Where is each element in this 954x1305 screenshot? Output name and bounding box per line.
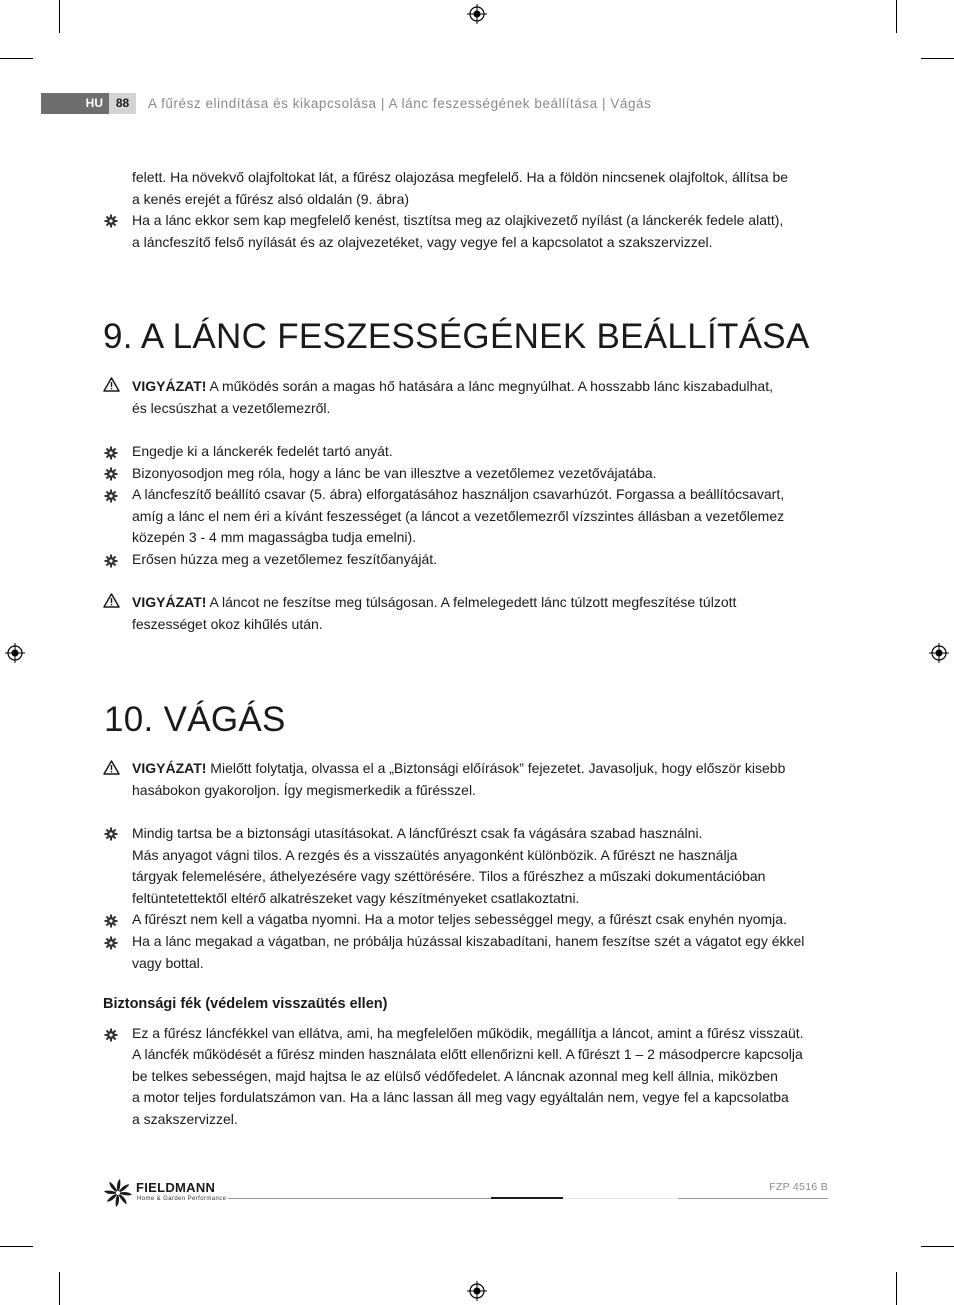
header-language-badge: HU xyxy=(41,93,109,114)
crop-mark xyxy=(921,1246,954,1247)
crop-mark xyxy=(896,1272,897,1305)
fieldmann-fan-logo-icon xyxy=(103,1178,133,1208)
footer-divider-light xyxy=(563,1198,678,1199)
bullet-text-line: A láncfék működését a fűrész minden használata előtt ellenőrizni kell. A fűrészt 1 – 2 másodpercre kapcsolja xyxy=(132,1046,803,1062)
gear-bullet-icon xyxy=(104,489,118,503)
warning-text: A láncot ne feszítse meg túlságosan. A felmelegedett lánc túlzott megfeszítése túlzott xyxy=(206,594,737,610)
header-title: A fűrész elindítása és kikapcsolása | A lánc feszességének beállítása | Vágás xyxy=(148,96,652,111)
gear-bullet-icon xyxy=(104,446,118,460)
gear-bullet-icon xyxy=(104,554,118,568)
bullet-text-line: A láncfeszítő beállító csavar (5. ábra) elforgatásához használjon csavarhúzót. Forgassa a beállítócsavart, xyxy=(132,486,785,502)
gear-bullet-icon xyxy=(104,467,118,481)
section-9-title: 9. A LÁNC FESZESSÉGÉNEK BEÁLLÍTÁSA xyxy=(103,317,810,356)
subheading-safety-brake: Biztonsági fék (védelem visszaütés ellen) xyxy=(103,996,388,1012)
gear-bullet-icon xyxy=(104,936,118,950)
bullet-text-line: Erősen húzza meg a vezetőlemez feszítőanyáját. xyxy=(132,551,438,567)
registration-mark-icon xyxy=(467,4,487,24)
crop-mark xyxy=(0,1246,33,1247)
warning-label: VIGYÁZAT! xyxy=(132,594,207,610)
brand-tagline: Home & Garden Performance xyxy=(137,1196,227,1202)
bullet-text-line: Ez a fűrész láncfékkel van ellátva, ami, ha megfelelően működik, megállítja a láncot, amint a fűrész visszaüt. xyxy=(132,1025,804,1041)
registration-mark-icon xyxy=(467,1281,487,1301)
bullet-text-line: Engedje ki a lánckerék fedelét tartó anyát. xyxy=(132,443,393,459)
model-number: FZP 4516 B xyxy=(769,1181,828,1193)
section-10-title: 10. VÁGÁS xyxy=(104,700,286,739)
registration-mark-icon xyxy=(929,643,949,663)
intro-bullet-line: Ha a lánc ekkor sem kap megfelelő kenést, tisztítsa meg az olajkivezető nyílást (a lánckerék fedele alatt), xyxy=(132,212,784,228)
intro-text-line: felett. Ha növekvő olajfoltokat lát, a fűrész olajozása megfelelő. Ha a földön nincsenek olajfoltok, állítsa be xyxy=(132,169,789,185)
bullet-text-line: Ha a lánc megakad a vágatban, ne próbálja húzással kiszabadítani, hanem feszítse szét a vágatot egy ékkel xyxy=(132,933,805,949)
brand-name: FIELDMANN xyxy=(136,1180,216,1195)
bullet-text-line: tárgyak felemelésére, áthelyezésére vagy széttörésére. Tilos a fűrészhez a műszaki dokumentációban xyxy=(132,868,766,884)
registration-mark-icon xyxy=(5,643,25,663)
crop-mark xyxy=(59,0,60,33)
warning-line: hasábokon gyakoroljon. Így megismerkedik a fűrésszel. xyxy=(132,782,476,798)
intro-bullet-line: a láncfeszítő felső nyílását és az olajvezetéket, vagy vegye fel a kapcsolatot a szakszervizzel. xyxy=(132,234,713,250)
gear-bullet-icon xyxy=(104,827,118,841)
warning-triangle-icon xyxy=(103,760,120,775)
bullet-text-line: Bizonyosodjon meg róla, hogy a lánc be van illesztve a vezetőlemez vezetővájatába. xyxy=(132,465,657,481)
bullet-text-line: Más anyagot vágni tilos. A rezgés és a visszaütés anyagonként különbözik. A fűrészt ne használja xyxy=(132,847,738,863)
crop-mark xyxy=(921,58,954,59)
bullet-text-line: feltüntetettektől eltérő alkatrészeket vagy készítményeket csatlakoztatni. xyxy=(132,890,580,906)
gear-bullet-icon xyxy=(104,1028,118,1042)
warning-label: VIGYÁZAT! xyxy=(132,378,207,394)
warning-line xyxy=(132,758,832,780)
warning-line xyxy=(132,592,832,614)
bullet-text-line: közepén 3 - 4 mm magasságba tudja emelni). xyxy=(132,529,417,545)
warning-triangle-icon xyxy=(103,593,120,608)
gear-bullet-icon xyxy=(104,914,118,928)
crop-mark xyxy=(0,58,33,59)
warning-line xyxy=(132,376,832,398)
header-page-number: 88 xyxy=(109,93,136,114)
bullet-text-line: a motor teljes fordulatszámon van. Ha a lánc lassan áll meg vagy egyáltalán nem, vegye fel a kapcsolatba xyxy=(132,1089,789,1105)
warning-text: Mielőtt folytatja, olvassa el a „Biztonsági előírások” fejezetet. Javasoljuk, hogy először kisebb xyxy=(206,760,786,776)
bullet-text-line: vagy bottal. xyxy=(132,955,204,971)
bullet-text-line: be telkes sebességen, majd hajtsa le az elülső védőfedelet. A láncnak azonnal meg kell állnia, miközben xyxy=(132,1068,778,1084)
footer-divider-accent xyxy=(491,1197,563,1199)
warning-triangle-icon xyxy=(103,377,120,392)
gear-bullet-icon xyxy=(104,214,118,228)
crop-mark xyxy=(896,0,897,33)
intro-text-line: a kenés erejét a fűrész alsó oldalán (9. ábra) xyxy=(132,191,410,207)
bullet-text-line: Mindig tartsa be a biztonsági utasításokat. A láncfűrészt csak fa vágására szabad használni. xyxy=(132,825,703,841)
bullet-text-line: a szakszervizzel. xyxy=(132,1111,238,1127)
crop-mark xyxy=(59,1272,60,1305)
bullet-text-line: A fűrészt nem kell a vágatba nyomni. Ha a motor teljes sebességgel megy, a fűrészt csak enyhén nyomja. xyxy=(132,911,787,927)
warning-text: A működés során a magas hő hatására a lánc megnyúlhat. A hosszabb lánc kiszabadulhat, xyxy=(206,378,773,394)
bullet-text-line: amíg a lánc el nem éri a kívánt feszességet (a láncot a vezetőlemezről vízszintes állásban a vezetőlemez xyxy=(132,508,785,524)
warning-label: VIGYÁZAT! xyxy=(132,760,207,776)
warning-line: feszességet okoz kihűlés után. xyxy=(132,616,323,632)
warning-line: és lecsúszhat a vezetőlemezről. xyxy=(132,400,331,416)
